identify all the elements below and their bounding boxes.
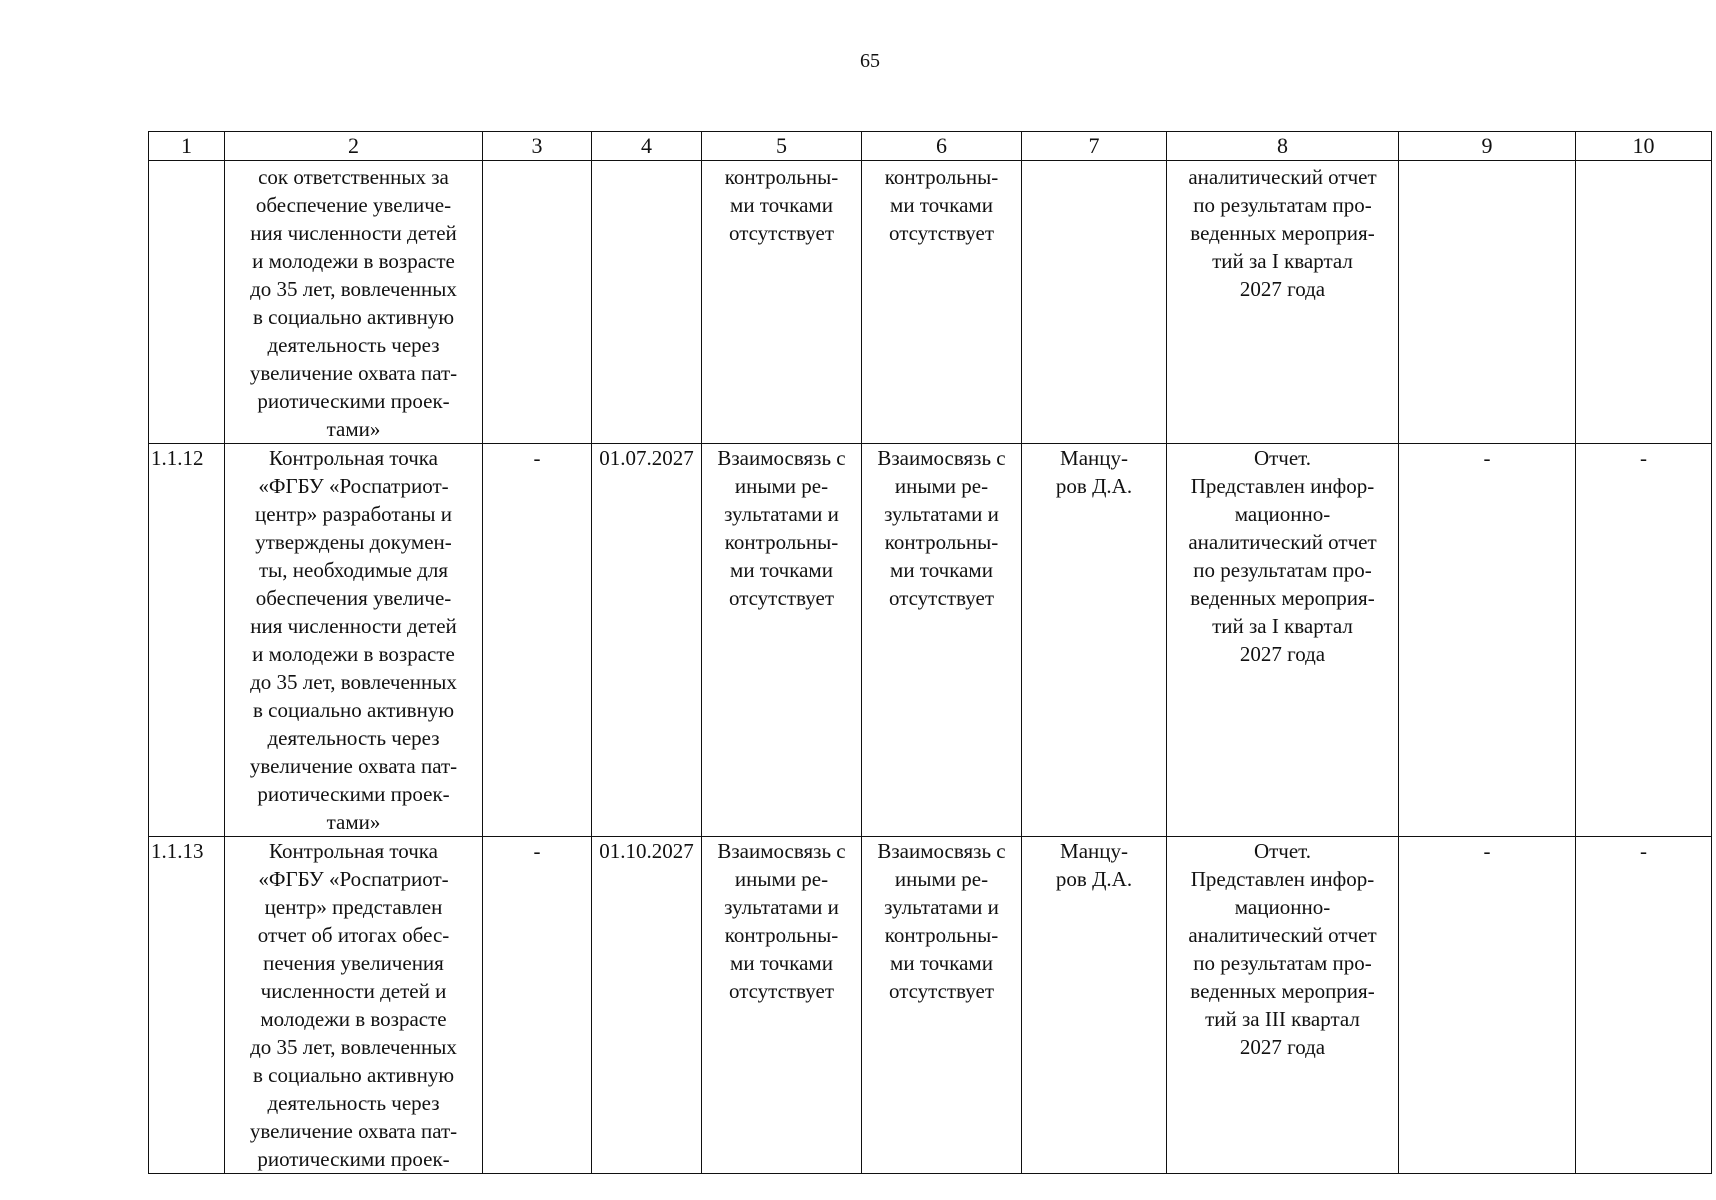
table-row [149, 444, 1712, 837]
row-relation-points: Взаимосвязь с иными ре- зультатами и контрольны- ми точками отсутствует [862, 837, 1022, 1174]
row-col9 [1399, 161, 1576, 444]
column-header: 3 [483, 132, 592, 161]
column-header: 7 [1022, 132, 1167, 161]
row-date: 01.10.2027 [592, 837, 702, 1174]
row-responsible [1022, 161, 1167, 444]
row-col10: - [1576, 837, 1712, 1174]
row-description: Контрольная точка «ФГБУ «Роспатриот- центр» представлен отчет об итогах обес- печения увеличения численности детей и молодежи в возрасте до 35 лет, вовлеченных в социально активную деятельность через увеличение охвата пат- риотическими проек- [225, 837, 483, 1174]
row-description: сок ответственных за обеспечение увеличе- ния численности детей и молодежи в возрасте до 35 лет, вовлеченных в социально активную деятельность через увеличение охвата пат- риотическими проек- тами» [225, 161, 483, 444]
row-number [149, 161, 225, 444]
page-number: 65 [860, 50, 880, 72]
table-row [149, 161, 1712, 444]
row-col3: - [483, 444, 592, 837]
row-date: 01.07.2027 [592, 444, 702, 837]
header-row [149, 132, 1712, 161]
row-col3: - [483, 837, 592, 1174]
row-col10: - [1576, 444, 1712, 837]
row-col9: - [1399, 837, 1576, 1174]
table-row [149, 837, 1712, 1174]
column-header: 6 [862, 132, 1022, 161]
row-relation-results: контрольны- ми точками отсутствует [702, 161, 862, 444]
row-relation-results: Взаимосвязь с иными ре- зультатами и контрольны- ми точками отсутствует [702, 837, 862, 1174]
row-description: Контрольная точка «ФГБУ «Роспатриот- центр» разработаны и утверждены докумен- ты, необходимые для обеспечения увеличе- ния численности детей и молодежи в возрасте до 35 лет, вовлеченных в социально активную деятельность через увеличение охвата пат- риотическими проек- тами» [225, 444, 483, 837]
row-report: Отчет. Представлен инфор- мационно- аналитический отчет по результатам про- веденных мероприя- тий за I квартал 2027 года [1167, 444, 1399, 837]
row-responsible: Манцу- ров Д.А. [1022, 444, 1167, 837]
row-relation-results: Взаимосвязь с иными ре- зультатами и контрольны- ми точками отсутствует [702, 444, 862, 837]
row-relation-points: Взаимосвязь с иными ре- зультатами и контрольны- ми точками отсутствует [862, 444, 1022, 837]
row-relation-points: контрольны- ми точками отсутствует [862, 161, 1022, 444]
row-number: 1.1.13 [149, 837, 225, 1174]
row-date [592, 161, 702, 444]
row-report: Отчет. Представлен инфор- мационно- аналитический отчет по результатам про- веденных мероприя- тий за III квартал 2027 года [1167, 837, 1399, 1174]
column-header: 1 [149, 132, 225, 161]
column-header: 8 [1167, 132, 1399, 161]
column-header: 9 [1399, 132, 1576, 161]
column-header: 10 [1576, 132, 1712, 161]
row-responsible: Манцу- ров Д.А. [1022, 837, 1167, 1174]
column-header: 2 [225, 132, 483, 161]
column-header: 5 [702, 132, 862, 161]
row-col10 [1576, 161, 1712, 444]
row-number: 1.1.12 [149, 444, 225, 837]
control-points-table [148, 131, 1712, 1174]
row-col3 [483, 161, 592, 444]
row-report: аналитический отчет по результатам про- веденных мероприя- тий за I квартал 2027 года [1167, 161, 1399, 444]
column-header: 4 [592, 132, 702, 161]
row-col9: - [1399, 444, 1576, 837]
